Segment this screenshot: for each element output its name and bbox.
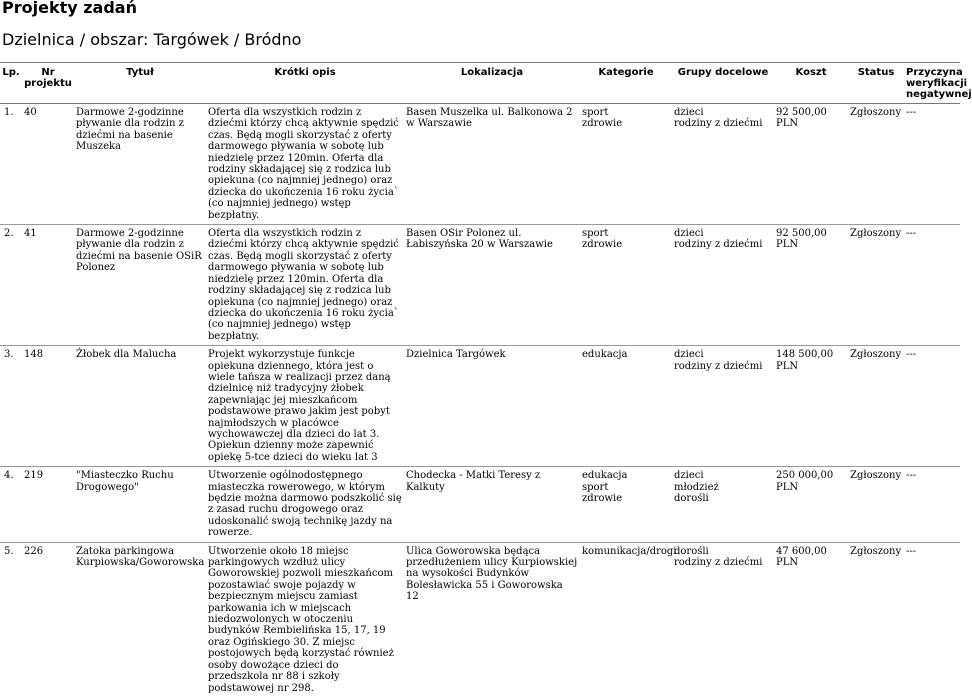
- cell-nr: 219: [22, 467, 74, 542]
- cell-koszt: 250 000,00 PLN: [774, 467, 848, 542]
- header-opis: Krótki opis: [206, 63, 404, 104]
- cell-lokalizacja: Chodecka - Matki Teresy z Kalkuty: [404, 467, 580, 542]
- cell-lp: 3.: [0, 346, 22, 467]
- category-tag: edukacja: [582, 349, 628, 361]
- cell-status: Zgłoszony: [848, 225, 904, 346]
- category-tag: zdrowie: [582, 118, 623, 130]
- cell-nr: 148: [22, 346, 74, 467]
- cell-przyczyna: ---: [904, 225, 960, 346]
- table-header-row: [0, 63, 960, 104]
- header-koszt: Koszt: [774, 63, 848, 104]
- group-tag: dorośli: [674, 545, 709, 557]
- cell-lp: 4.: [0, 467, 22, 542]
- header-status: Status: [848, 63, 904, 104]
- cell-tytul: Darmowe 2-godzinne pływanie dla rodzin z dziećmi na basenie OSiR Polonez: [74, 225, 206, 346]
- cell-lokalizacja: Dzielnica Targówek: [404, 346, 580, 467]
- category-tag: sport: [582, 481, 609, 493]
- category-tag: edukacja: [582, 470, 628, 482]
- cell-grupy: [672, 346, 774, 467]
- header-przyczyna: Przyczyna weryfikacji negatywnej: [904, 63, 960, 104]
- cell-tytul: "Miasteczko Ruchu Drogowego": [74, 467, 206, 542]
- cell-tytul: Zatoka parkingowa Kurpiowska/Goworowska: [74, 542, 206, 697]
- cell-przyczyna: ---: [904, 346, 960, 467]
- cell-grupy: [672, 467, 774, 542]
- cell-nr: 40: [24, 107, 37, 118]
- table-row: [0, 542, 960, 697]
- cell-grupy: [672, 542, 774, 697]
- group-tag: dzieci: [674, 349, 704, 361]
- cell-nr: 226: [22, 542, 74, 697]
- cell-kategorie: [580, 467, 672, 542]
- header-kategorie: Kategorie: [580, 63, 672, 104]
- category-tag: sport: [582, 228, 609, 240]
- cell-opis: Utworzenie około 18 miejsc parkingowych wzdłuż ulicy Goworowskiej pozwoli mieszkańcom pozostawiać swoje pojazdy w bezpiecznym miejscu zamiast parkowania ich w miejscach niedozwolonych w otoczeniu budynków Rembielińska 15, 17, 19 oraz Ogińskiego 30. Z miejsc postojowych będą korzystać również osoby dowożące dzieci do przedszkola nr 88 i szkoły podstawowej nr 298.: [206, 542, 404, 697]
- group-tag: dorośli: [674, 493, 709, 504]
- cell-tytul: Żłobek dla Malucha: [74, 346, 206, 467]
- cell-przyczyna: ---: [904, 542, 960, 697]
- table-row: [0, 346, 960, 467]
- group-tag: rodziny z dziećmi: [674, 557, 763, 569]
- cell-lp: 1.: [4, 107, 14, 118]
- cell-przyczyna: ---: [906, 107, 917, 118]
- group-tag: dzieci: [674, 107, 704, 118]
- page-subtitle: Dzielnica / obszar: Targówek / Bródno: [2, 30, 302, 49]
- page-title: Projekty zadań: [2, 0, 137, 17]
- header-grupy: Grupy docelowe: [672, 63, 774, 104]
- cell-status: Zgłoszony: [848, 467, 904, 542]
- group-tag: dzieci: [674, 470, 704, 482]
- cell-kategorie: [580, 225, 672, 346]
- cell-status: Zgłoszony: [848, 346, 904, 467]
- header-lokalizacja: Lokalizacja: [404, 63, 580, 104]
- group-tag: dzieci: [674, 228, 704, 240]
- cell-lokalizacja: Basen OSir Polonez ul. Łabiszyńska 20 w Warszawie: [404, 225, 580, 346]
- category-tag: sport: [582, 107, 609, 118]
- header-tytul: Tytuł: [74, 63, 206, 104]
- group-tag: rodziny z dziećmi: [674, 118, 763, 130]
- cell-kategorie: [580, 542, 677, 697]
- cell-status: Zgłoszony: [848, 542, 904, 697]
- cell-tytul: Darmowe 2-godzinne pływanie dla rodzin z dziećmi na basenie Muszeka: [76, 107, 184, 153]
- cell-grupy: [672, 225, 774, 346]
- cell-koszt: 92 500,00 PLN: [774, 225, 848, 346]
- group-tag: młodzież: [674, 481, 719, 493]
- cell-status: Zgłoszony: [850, 107, 902, 118]
- cell-grupy: [672, 104, 774, 225]
- category-tag: zdrowie: [582, 239, 623, 251]
- cell-koszt: 148 500,00 PLN: [774, 346, 848, 467]
- category-tag: komunikacja/drogi: [582, 545, 677, 557]
- group-tag: rodziny z dziećmi: [674, 239, 763, 251]
- category-tag: zdrowie: [582, 493, 623, 504]
- table-row: [0, 225, 960, 346]
- cell-lokalizacja: Basen Muszelka ul. Balkonowa 2 w Warszawie: [406, 107, 573, 130]
- table-row: [0, 104, 960, 225]
- cell-opis: Utworzenie ogólnodostępnego miasteczka rowerowego, w którym będzie można darmowo podszkolić się z zasad ruchu drogowego oraz udoskonalić swoją technikę jazdy na rowerze.: [206, 467, 404, 542]
- cell-opis: Oferta dla wszystkich rodzin z dziećmi którzy chcą aktywnie spędzić czas. Będą mogli skorzystać z oferty darmowego pływania w sobotę lub niedzielę przez 120min. Oferta dla rodziny składającej się z rodzica lub opiekuna (co najmniej jednego) oraz dziecka do ukończenia 16 roku życia` (co najmniej jednego) wstęp bezpłatny.: [206, 225, 404, 346]
- header-nr: Nr projektu: [22, 63, 74, 104]
- cell-przyczyna: ---: [904, 467, 960, 542]
- cell-nr: 41: [22, 225, 74, 346]
- cell-koszt: 47 600,00 PLN: [774, 542, 848, 697]
- cell-opis: Projekt wykorzystuje funkcje opiekuna dziennego, która jest o wiele tańsza w realizacji przez daną dzielnicę niż tradycyjny żłobek zapewniając jej mieszkańcom podstawowe prawo jakim jest pobyt najmłodszych w placówce wychowawczej dla dzieci do lat 3. Opiekun dzienny może zapewnić opiekę 5-tce dzieci do wieku lat 3: [206, 346, 404, 467]
- cell-koszt: 92 500,00 PLN: [776, 107, 827, 130]
- cell-opis: Oferta dla wszystkich rodzin z dziećmi którzy chcą aktywnie spędzić czas. Będą mogli skorzystać z oferty darmowego pływania w sobotę lub niedzielę przez 120min. Oferta dla rodziny składającej się z rodzica lub opiekuna (co najmniej jednego) oraz dziecka do ukończenia 16 roku życia` (co najmniej jednego) wstęp bezpłatny.: [208, 107, 399, 221]
- cell-lp: 2.: [0, 225, 22, 346]
- cell-lp: 5.: [0, 542, 22, 697]
- cell-lokalizacja: Ulica Goworowska będąca przedłużeniem ulicy Kurpiowskiej na wysokości Budynków Bolesławicka 55 i Goworowska 12: [404, 542, 580, 697]
- cell-kategorie: [580, 346, 672, 467]
- group-tag: rodziny z dziećmi: [674, 360, 763, 372]
- cell-kategorie: [580, 104, 672, 225]
- table-row: [0, 467, 960, 542]
- header-lp: Lp.: [0, 63, 22, 104]
- projects-table: [0, 62, 972, 697]
